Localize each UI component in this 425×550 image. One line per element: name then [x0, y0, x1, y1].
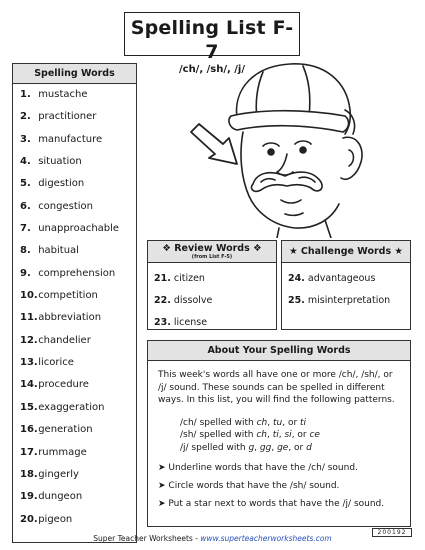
review-word-item — [154, 290, 276, 312]
spelling-word-item — [20, 419, 136, 441]
footer-link[interactable]: www.superteacherworksheets.com — [200, 534, 332, 543]
mustache-man-illustration — [185, 58, 370, 238]
pattern-spelling: g — [248, 442, 255, 453]
spelling-word-item — [20, 129, 136, 151]
pattern-line: /sh/ spelled with ch, ti, si, or ce — [180, 430, 320, 440]
review-word-item — [154, 268, 276, 290]
about-box — [147, 340, 411, 527]
word-number: 25. — [288, 295, 305, 306]
word-text: pigeon — [38, 513, 73, 525]
instruction-text: Put a star next to words that have the /j/ sound. — [168, 499, 385, 509]
word-number: 9. — [20, 267, 31, 279]
word-number: 6. — [20, 200, 31, 212]
review-word-item — [154, 312, 276, 334]
spelling-word-item — [20, 442, 136, 464]
challenge-word-item — [288, 268, 410, 290]
word-number: 13. — [20, 357, 38, 369]
pattern-sound: /j/ spelled with — [180, 442, 249, 453]
pattern-sound: /sh/ spelled with — [180, 430, 257, 440]
pattern-line: /j/ spelled with g, gg, ge, or d — [180, 442, 312, 453]
pattern-sound: /ch/ spelled with — [180, 417, 257, 428]
spelling-word-item — [20, 374, 136, 396]
pattern-spelling: ch — [256, 430, 267, 440]
word-number: 20. — [20, 513, 38, 525]
word-number: 24. — [288, 273, 305, 284]
word-text: advantageous — [307, 273, 376, 284]
spelling-patterns — [180, 417, 400, 455]
spelling-word-item — [20, 307, 136, 329]
sounds-subtitle: /ch/, /sh/, /j/ — [178, 64, 246, 75]
word-number: 8. — [20, 245, 31, 257]
word-text: exaggeration — [38, 401, 105, 413]
instructions-list — [158, 462, 400, 511]
word-number: 3. — [20, 133, 31, 145]
review-words-list — [148, 263, 276, 334]
word-text: chandelier — [38, 334, 91, 346]
spelling-word-item — [20, 352, 136, 374]
word-text: unapproachable — [38, 223, 120, 235]
spelling-word-item — [20, 509, 136, 531]
pattern-spelling: ti — [300, 417, 307, 428]
word-number: 14. — [20, 379, 38, 391]
spelling-words-box — [12, 63, 137, 543]
word-number: 4. — [20, 156, 31, 168]
word-text: abbreviation — [38, 312, 102, 324]
word-number: 16. — [20, 424, 38, 436]
word-text: manufacture — [38, 133, 103, 145]
word-number: 12. — [20, 334, 38, 346]
about-intro: This week's words all have one or more /ch/, /sh/, or /j/ sound. These sounds can be spelled in different ways. In this list, you will find the following patterns. — [158, 370, 395, 405]
challenge-words-heading: ★ Challenge Words ★ — [282, 241, 410, 263]
word-text: dissolve — [173, 295, 213, 306]
challenge-words-list — [282, 263, 410, 312]
spelling-word-item — [20, 84, 136, 106]
word-text: gingerly — [38, 468, 79, 480]
challenge-word-item — [288, 290, 410, 312]
spelling-word-item — [20, 397, 136, 419]
word-number: 10. — [20, 290, 38, 302]
word-text: license — [173, 317, 208, 328]
spelling-word-item — [20, 151, 136, 173]
word-number: 11. — [20, 312, 38, 324]
spelling-word-item — [20, 218, 136, 240]
review-words-source: (from List F-5) — [191, 254, 233, 260]
spelling-word-item — [20, 173, 136, 195]
review-words-title: ❖ Review Words ❖ — [162, 243, 262, 254]
footer-text: Super Teacher Worksheets - — [93, 534, 201, 543]
word-text: rummage — [38, 446, 87, 458]
pattern-spelling: tu — [272, 417, 283, 428]
title-box — [124, 12, 300, 75]
word-text: dungeon — [38, 491, 83, 503]
word-number: 5. — [20, 178, 31, 190]
word-text: licorice — [38, 357, 74, 369]
word-text: situation — [38, 156, 82, 168]
word-text: mustache — [38, 89, 88, 100]
pattern-line: /ch/ spelled with ch, tu, or ti — [180, 417, 307, 428]
word-number: 22. — [154, 295, 171, 306]
word-number: 23. — [154, 317, 171, 328]
page-title: Spelling List F-7 — [130, 17, 294, 63]
word-text: congestion — [38, 200, 94, 212]
pattern-spelling: gg — [259, 442, 272, 453]
instruction-item: ➤ Underline words that have the /ch/ sound. — [158, 463, 358, 473]
spelling-word-item — [20, 464, 136, 486]
spelling-words-list — [13, 84, 136, 531]
pattern-spelling: ge — [277, 442, 289, 453]
review-words-heading — [148, 241, 276, 263]
about-heading: About Your Spelling Words — [148, 341, 410, 361]
spelling-word-item — [20, 196, 136, 218]
word-text: comprehension — [38, 267, 116, 279]
spelling-word-item — [20, 263, 136, 285]
spelling-word-item — [20, 106, 136, 128]
instruction-text: Circle words that have the /sh/ sound. — [168, 481, 340, 491]
spelling-word-item — [20, 330, 136, 352]
challenge-words-box — [281, 240, 411, 330]
pattern-spelling: ce — [309, 430, 320, 440]
worksheet-serial: 200192 — [372, 528, 412, 537]
word-number: 2. — [20, 111, 31, 123]
pattern-spelling: ch — [256, 417, 268, 428]
footer — [0, 533, 425, 545]
word-text: procedure — [38, 379, 89, 391]
word-text: generation — [38, 424, 93, 436]
spelling-words-heading: Spelling Words — [13, 64, 136, 84]
spelling-word-item — [20, 486, 136, 508]
word-text: digestion — [38, 178, 85, 190]
word-number: 15. — [20, 401, 38, 413]
pattern-spelling: ti — [272, 430, 279, 440]
word-number: 17. — [20, 446, 38, 458]
review-words-box — [147, 240, 277, 330]
spelling-word-item — [20, 240, 136, 262]
word-number: 7. — [20, 223, 31, 235]
word-number: 18. — [20, 468, 38, 480]
word-text: citizen — [173, 273, 205, 284]
pattern-spelling: si — [284, 430, 292, 440]
word-number: 21. — [154, 273, 171, 284]
word-number: 19. — [20, 491, 38, 503]
word-text: habitual — [38, 245, 79, 257]
instruction-item: ➤ Put a star next to words that have the /j/ sound. — [158, 499, 385, 509]
spelling-word-item — [20, 285, 136, 307]
pattern-spelling: d — [306, 442, 312, 453]
word-text: misinterpretation — [307, 295, 391, 306]
word-text: practitioner — [38, 111, 97, 123]
instruction-text: Underline words that have the /ch/ sound. — [168, 463, 358, 473]
word-text: competition — [38, 290, 98, 302]
word-number: 1. — [20, 89, 31, 100]
instruction-item: ➤ Circle words that have the /sh/ sound. — [158, 481, 340, 491]
